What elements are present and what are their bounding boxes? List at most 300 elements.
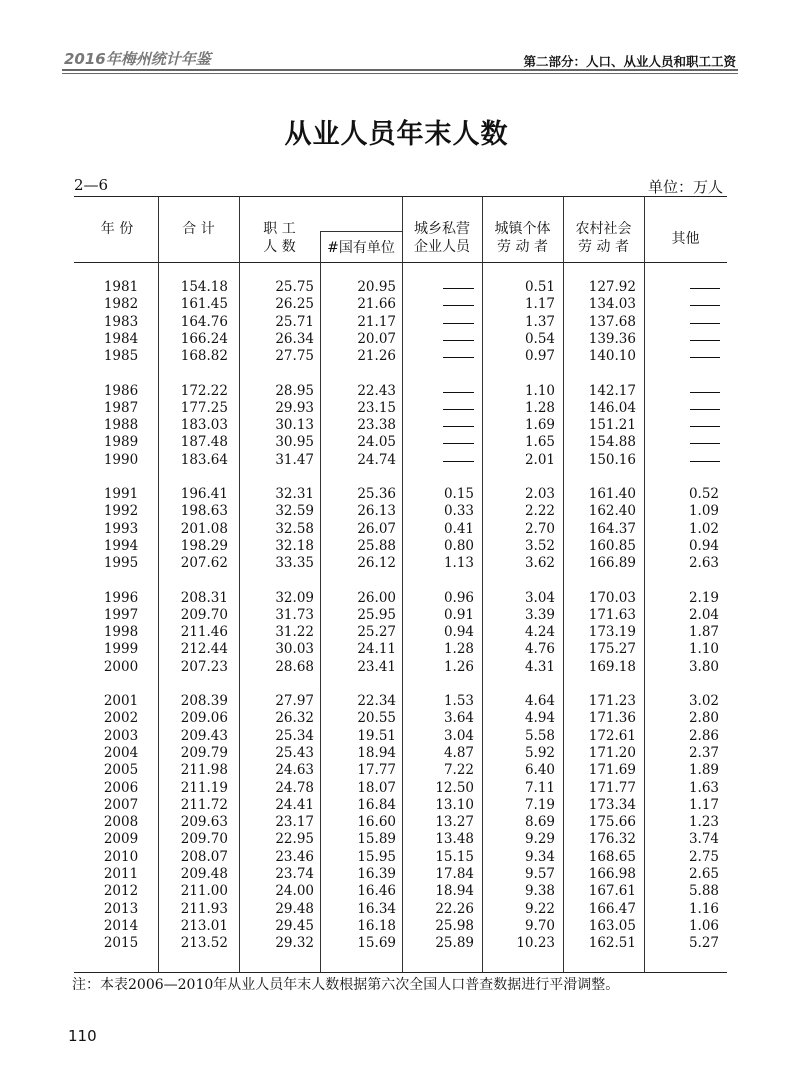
cell-other: 2.37 — [688, 744, 719, 761]
cell-other: 5.27 — [688, 935, 719, 952]
cell-individual: 10.23 — [516, 935, 555, 952]
cell-year: 1983 — [103, 313, 139, 330]
cell-rural: 139.36 — [588, 330, 636, 347]
table-row — [0, 555, 793, 573]
cell-year: 1994 — [103, 537, 139, 554]
cell-total: 183.64 — [180, 451, 228, 468]
cell-year: 1988 — [103, 417, 139, 434]
cell-year: 1993 — [103, 520, 139, 537]
cell-individual: 9.29 — [524, 831, 555, 848]
cell-year: 2000 — [103, 658, 139, 675]
cell-staff: 23.74 — [275, 866, 314, 882]
cell-staff: 25.34 — [275, 727, 314, 744]
cell-year: 1999 — [103, 641, 139, 658]
cell-private: 1.26 — [443, 658, 474, 675]
cell-individual: 2.01 — [524, 451, 555, 468]
header-staff-line1: 职 工 — [263, 221, 296, 237]
cell-year: 2013 — [103, 900, 139, 917]
table-row — [0, 814, 793, 832]
cell-year: 2014 — [103, 917, 139, 934]
cell-staff: 32.59 — [275, 503, 314, 520]
cell-staff: 32.18 — [275, 537, 314, 554]
cell-other: 3.02 — [688, 693, 719, 709]
cell-individual: 3.52 — [524, 537, 555, 554]
cell-individual: 2.70 — [524, 520, 555, 537]
empty-dash — [443, 305, 474, 306]
cell-total: 208.39 — [180, 693, 228, 709]
cell-individual: 1.28 — [524, 399, 555, 416]
empty-dash — [690, 288, 720, 289]
table-row — [0, 728, 793, 746]
cell-state: 26.12 — [357, 555, 396, 572]
table-row — [0, 849, 793, 867]
cell-other: 0.52 — [688, 486, 719, 502]
cell-year: 2015 — [103, 935, 139, 952]
table-row — [0, 831, 793, 849]
table-row — [0, 693, 793, 711]
cell-private: 0.80 — [443, 537, 474, 554]
empty-dash — [443, 392, 474, 393]
cell-other: 3.74 — [688, 831, 719, 848]
cell-staff: 31.73 — [275, 606, 314, 623]
cell-year: 2007 — [103, 796, 139, 813]
cell-year: 1991 — [103, 486, 139, 502]
cell-rural: 162.40 — [588, 503, 636, 520]
header-rule-thin — [62, 73, 738, 74]
cell-rural: 176.32 — [588, 831, 636, 848]
table-bottom-rule — [74, 972, 727, 973]
cell-individual: 3.62 — [524, 555, 555, 572]
empty-dash — [443, 443, 474, 444]
cell-private: 0.96 — [443, 589, 474, 606]
cell-total: 209.70 — [180, 831, 228, 848]
cell-staff: 32.09 — [275, 589, 314, 606]
page-number: 110 — [68, 1027, 97, 1045]
table-row — [0, 641, 793, 659]
cell-other: 1.09 — [688, 503, 719, 520]
cell-private: 1.53 — [443, 693, 474, 709]
cell-staff: 32.58 — [275, 520, 314, 537]
cell-staff: 28.95 — [275, 382, 314, 399]
table-row — [0, 521, 793, 539]
cell-private: 13.10 — [435, 796, 474, 813]
cell-state: 25.95 — [357, 606, 396, 623]
cell-individual: 4.76 — [524, 641, 555, 658]
cell-state: 20.07 — [357, 330, 396, 347]
cell-individual: 4.64 — [524, 693, 555, 709]
cell-state: 18.94 — [357, 744, 396, 761]
cell-private: 4.87 — [443, 744, 474, 761]
table-row — [0, 348, 793, 366]
cell-other: 2.75 — [688, 848, 719, 865]
empty-dash — [443, 461, 474, 462]
cell-state: 16.46 — [357, 883, 396, 900]
cell-year: 2005 — [103, 762, 139, 779]
cell-private: 3.04 — [443, 727, 474, 744]
cell-staff: 30.95 — [275, 434, 314, 451]
cell-private: 22.26 — [435, 900, 474, 917]
table-row — [0, 331, 793, 349]
table-row — [0, 417, 793, 435]
cell-total: 164.76 — [180, 313, 228, 330]
cell-rural: 175.27 — [588, 641, 636, 658]
cell-state: 18.07 — [357, 779, 396, 796]
cell-total: 198.29 — [180, 537, 228, 554]
cell-total: 211.72 — [180, 796, 228, 813]
table-row — [0, 314, 793, 332]
table-row — [0, 866, 793, 884]
cell-staff: 23.17 — [275, 814, 314, 831]
cell-rural: 166.47 — [588, 900, 636, 917]
empty-dash — [443, 323, 474, 324]
table-row — [0, 918, 793, 936]
table-row — [0, 400, 793, 418]
cell-individual: 2.22 — [524, 503, 555, 520]
cell-total: 196.41 — [180, 486, 228, 502]
empty-dash — [690, 305, 720, 306]
page-title: 从业人员年末人数 — [284, 119, 509, 150]
cell-other: 1.87 — [688, 624, 719, 641]
table-row — [0, 901, 793, 919]
cell-individual: 9.22 — [524, 900, 555, 917]
cell-private: 0.91 — [443, 606, 474, 623]
cell-state: 24.05 — [357, 434, 396, 451]
cell-state: 16.34 — [357, 900, 396, 917]
cell-other: 0.94 — [688, 537, 719, 554]
cell-state: 25.36 — [357, 486, 396, 502]
cell-individual: 8.69 — [524, 814, 555, 831]
cell-private: 7.22 — [443, 762, 474, 779]
cell-private: 12.50 — [435, 779, 474, 796]
cell-state: 16.84 — [357, 796, 396, 813]
cell-staff: 24.78 — [275, 779, 314, 796]
cell-state: 16.18 — [357, 917, 396, 934]
cell-rural: 175.66 — [588, 814, 636, 831]
empty-dash — [443, 426, 474, 427]
cell-individual: 2.03 — [524, 486, 555, 502]
cell-other: 2.86 — [688, 727, 719, 744]
cell-staff: 29.48 — [275, 900, 314, 917]
cell-state: 20.95 — [357, 279, 396, 295]
cell-private: 25.98 — [435, 917, 474, 934]
cell-state: 17.77 — [357, 762, 396, 779]
cell-other: 2.04 — [688, 606, 719, 623]
cell-year: 1985 — [103, 348, 139, 365]
empty-dash — [443, 357, 474, 358]
cell-year: 1990 — [103, 451, 139, 468]
cell-rural: 171.77 — [588, 779, 636, 796]
cell-individual: 3.39 — [524, 606, 555, 623]
cell-private: 0.94 — [443, 624, 474, 641]
cell-year: 2006 — [103, 779, 139, 796]
cell-total: 209.79 — [180, 744, 228, 761]
running-header — [62, 46, 738, 72]
cell-year: 1992 — [103, 503, 139, 520]
cell-rural: 151.21 — [588, 417, 636, 434]
cell-staff: 28.68 — [275, 658, 314, 675]
cell-rural: 137.68 — [588, 313, 636, 330]
cell-rural: 171.63 — [588, 606, 636, 623]
cell-private: 1.13 — [443, 555, 474, 572]
cell-other: 1.89 — [688, 762, 719, 779]
cell-staff: 26.34 — [275, 330, 314, 347]
cell-individual: 4.94 — [524, 710, 555, 727]
header-staff-line2: 人 数 — [263, 239, 296, 255]
cell-individual: 9.70 — [524, 917, 555, 934]
cell-state: 23.38 — [357, 417, 396, 434]
cell-staff: 32.31 — [275, 486, 314, 502]
cell-total: 211.93 — [180, 900, 228, 917]
cell-rural: 172.61 — [588, 727, 636, 744]
cell-total: 211.98 — [180, 762, 228, 779]
table-id: 2—6 — [74, 176, 109, 194]
cell-staff: 31.22 — [275, 624, 314, 641]
cell-rural: 171.36 — [588, 710, 636, 727]
cell-total: 201.08 — [180, 520, 228, 537]
cell-state: 16.60 — [357, 814, 396, 831]
cell-total: 177.25 — [180, 399, 228, 416]
unit-label: 单位：万人 — [647, 178, 723, 196]
cell-rural: 142.17 — [588, 382, 636, 399]
cell-total: 207.23 — [180, 658, 228, 675]
cell-total: 209.70 — [180, 606, 228, 623]
cell-rural: 170.03 — [588, 589, 636, 606]
cell-private: 25.89 — [435, 935, 474, 952]
cell-rural: 171.69 — [588, 762, 636, 779]
cell-staff: 31.47 — [275, 451, 314, 468]
cell-total: 213.52 — [180, 935, 228, 952]
empty-dash — [690, 357, 720, 358]
cell-rural: 171.20 — [588, 744, 636, 761]
header-individual-line2: 劳 动 者 — [497, 239, 548, 255]
cell-state: 26.07 — [357, 520, 396, 537]
header-year: 年 份 — [100, 221, 134, 237]
cell-total: 208.07 — [180, 848, 228, 865]
cell-rural: 154.88 — [588, 434, 636, 451]
cell-rural: 169.18 — [588, 658, 636, 675]
cell-year: 1987 — [103, 399, 139, 416]
cell-private: 3.64 — [443, 710, 474, 727]
cell-total: 183.03 — [180, 417, 228, 434]
empty-dash — [443, 288, 474, 289]
cell-staff: 22.95 — [275, 831, 314, 848]
cell-total: 166.24 — [180, 330, 228, 347]
cell-rural: 167.61 — [588, 883, 636, 900]
cell-individual: 1.10 — [524, 382, 555, 399]
cell-individual: 3.04 — [524, 589, 555, 606]
cell-rural: 166.98 — [588, 866, 636, 882]
cell-private: 0.15 — [443, 486, 474, 502]
cell-rural: 173.34 — [588, 796, 636, 813]
table-row — [0, 659, 793, 677]
cell-total: 211.19 — [180, 779, 228, 796]
table-row — [0, 538, 793, 556]
cell-individual: 1.69 — [524, 417, 555, 434]
cell-total: 187.48 — [180, 434, 228, 451]
empty-dash — [690, 461, 720, 462]
table-row — [0, 279, 793, 297]
cell-individual: 9.57 — [524, 866, 555, 882]
cell-year: 2010 — [103, 848, 139, 865]
cell-other: 2.19 — [688, 589, 719, 606]
cell-staff: 26.32 — [275, 710, 314, 727]
cell-staff: 25.71 — [275, 313, 314, 330]
header-total: 合 计 — [182, 221, 215, 237]
cell-state: 21.17 — [357, 313, 396, 330]
cell-individual: 1.17 — [524, 296, 555, 313]
cell-rural: 134.03 — [588, 296, 636, 313]
cell-rural: 140.10 — [588, 348, 636, 365]
cell-other: 1.10 — [688, 641, 719, 658]
cell-total: 168.82 — [180, 348, 228, 365]
cell-total: 154.18 — [180, 279, 228, 295]
cell-year: 2011 — [103, 866, 139, 882]
cell-staff: 29.32 — [275, 935, 314, 952]
cell-rural: 164.37 — [588, 520, 636, 537]
cell-rural: 168.65 — [588, 848, 636, 865]
empty-dash — [690, 340, 720, 341]
section-title: 第二部分：人口、从业人员和职工工资 — [523, 54, 736, 69]
table-row — [0, 590, 793, 608]
cell-state: 19.51 — [357, 727, 396, 744]
cell-year: 2009 — [103, 831, 139, 848]
yearbook-title: 2016年梅州统计年鉴 — [64, 50, 211, 68]
cell-state: 25.27 — [357, 624, 396, 641]
cell-staff: 25.43 — [275, 744, 314, 761]
cell-total: 209.63 — [180, 814, 228, 831]
cell-rural: 146.04 — [588, 399, 636, 416]
cell-total: 211.00 — [180, 883, 228, 900]
cell-rural: 162.51 — [588, 935, 636, 952]
cell-private: 13.27 — [435, 814, 474, 831]
cell-state: 21.26 — [357, 348, 396, 365]
cell-staff: 27.97 — [275, 693, 314, 709]
cell-year: 1995 — [103, 555, 139, 572]
table-row — [0, 624, 793, 642]
cell-individual: 4.31 — [524, 658, 555, 675]
table-row — [0, 383, 793, 401]
cell-staff: 30.03 — [275, 641, 314, 658]
cell-private: 18.94 — [435, 883, 474, 900]
header-other: 其他 — [671, 231, 700, 247]
cell-staff: 26.25 — [275, 296, 314, 313]
header-rural-line1: 农村社会 — [575, 221, 632, 237]
subheader-rule — [320, 231, 402, 232]
cell-year: 2012 — [103, 883, 139, 900]
cell-individual: 9.38 — [524, 883, 555, 900]
cell-other: 2.65 — [688, 866, 719, 882]
cell-other: 5.88 — [688, 883, 719, 900]
table-row — [0, 434, 793, 452]
cell-year: 1982 — [103, 296, 139, 313]
cell-rural: 127.92 — [588, 279, 636, 295]
table-row — [0, 745, 793, 763]
cell-other: 2.80 — [688, 710, 719, 727]
cell-other: 1.06 — [688, 917, 719, 934]
cell-total: 213.01 — [180, 917, 228, 934]
table-row — [0, 296, 793, 314]
cell-year: 1986 — [103, 382, 139, 399]
cell-state: 16.39 — [357, 866, 396, 882]
cell-rural: 150.16 — [588, 451, 636, 468]
cell-state: 26.13 — [357, 503, 396, 520]
cell-total: 207.62 — [180, 555, 228, 572]
cell-individual: 6.40 — [524, 762, 555, 779]
cell-total: 198.63 — [180, 503, 228, 520]
cell-year: 1997 — [103, 606, 139, 623]
cell-individual: 5.92 — [524, 744, 555, 761]
cell-state: 22.43 — [357, 382, 396, 399]
table-top-rule — [74, 196, 727, 197]
cell-state: 15.89 — [357, 831, 396, 848]
cell-private: 0.33 — [443, 503, 474, 520]
table-row — [0, 780, 793, 798]
table-row — [0, 486, 793, 504]
cell-private: 15.15 — [435, 848, 474, 865]
cell-individual: 0.51 — [524, 279, 555, 295]
cell-rural: 163.05 — [588, 917, 636, 934]
cell-year: 1981 — [103, 279, 139, 295]
header-rural-line2: 劳 动 者 — [578, 239, 629, 255]
cell-private: 17.84 — [435, 866, 474, 882]
cell-staff: 29.93 — [275, 399, 314, 416]
cell-staff: 30.13 — [275, 417, 314, 434]
cell-year: 1989 — [103, 434, 139, 451]
table-row — [0, 710, 793, 728]
cell-other: 1.02 — [688, 520, 719, 537]
empty-dash — [443, 340, 474, 341]
cell-private: 0.41 — [443, 520, 474, 537]
cell-state: 25.88 — [357, 537, 396, 554]
cell-year: 2002 — [103, 710, 139, 727]
cell-year: 1984 — [103, 330, 139, 347]
cell-individual: 0.97 — [524, 348, 555, 365]
cell-state: 23.15 — [357, 399, 396, 416]
cell-other: 1.23 — [688, 814, 719, 831]
header-private-line2: 企业人员 — [414, 239, 470, 255]
cell-staff: 24.63 — [275, 762, 314, 779]
cell-individual: 9.34 — [524, 848, 555, 865]
cell-staff: 27.75 — [275, 348, 314, 365]
cell-total: 212.44 — [180, 641, 228, 658]
cell-rural: 166.89 — [588, 555, 636, 572]
cell-staff: 24.41 — [275, 796, 314, 813]
empty-dash — [443, 409, 474, 410]
cell-state: 15.95 — [357, 848, 396, 865]
cell-private: 1.28 — [443, 641, 474, 658]
table-row — [0, 607, 793, 625]
cell-total: 209.43 — [180, 727, 228, 744]
cell-year: 1998 — [103, 624, 139, 641]
table-row — [0, 935, 793, 953]
cell-staff: 29.45 — [275, 917, 314, 934]
cell-rural: 161.40 — [588, 486, 636, 502]
cell-other: 2.63 — [688, 555, 719, 572]
cell-rural: 173.19 — [588, 624, 636, 641]
cell-year: 2008 — [103, 814, 139, 831]
cell-other: 1.17 — [688, 796, 719, 813]
cell-state: 23.41 — [357, 658, 396, 675]
cell-individual: 5.58 — [524, 727, 555, 744]
table-row — [0, 452, 793, 470]
cell-total: 209.48 — [180, 866, 228, 882]
cell-staff: 25.75 — [275, 279, 314, 295]
cell-state: 20.55 — [357, 710, 396, 727]
cell-staff: 23.46 — [275, 848, 314, 865]
empty-dash — [690, 409, 720, 410]
header-state-owned: #国有单位 — [327, 240, 395, 256]
empty-dash — [690, 392, 720, 393]
